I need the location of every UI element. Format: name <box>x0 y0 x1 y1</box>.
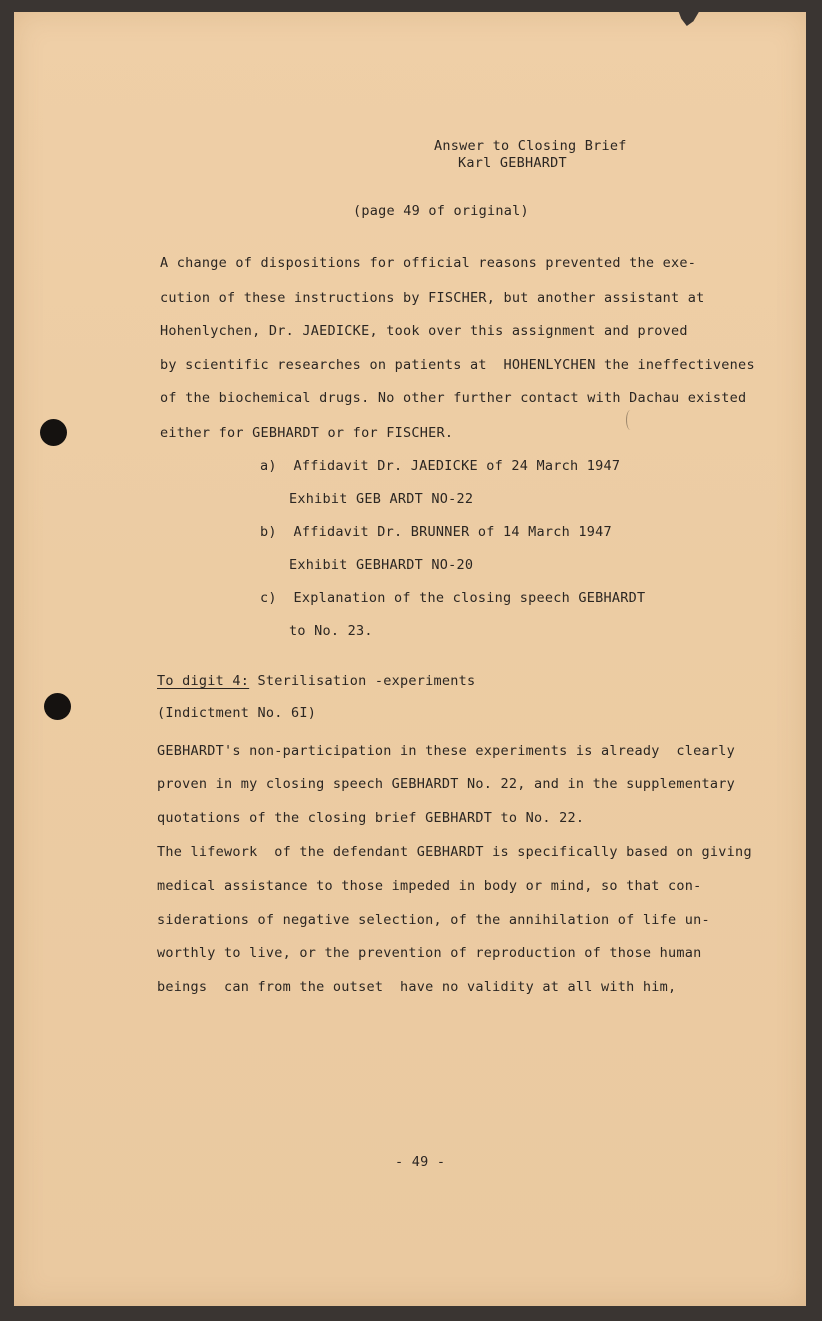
exhibit-b-reference: Exhibit GEBHARDT NO-20 <box>289 557 474 573</box>
paragraph1-line: of the biochemical drugs. No other further contact with Dachau existed <box>160 390 747 406</box>
pencil-mark <box>626 410 635 430</box>
paragraph2-line: proven in my closing speech GEBHARDT No. 22, and in the supplementary <box>157 776 736 792</box>
header-defendant: Karl GEBHARDT <box>458 155 567 171</box>
page-number: - 49 - <box>395 1154 446 1170</box>
document-page <box>14 12 806 1306</box>
exhibit-b-title: b) Affidavit Dr. BRUNNER of 14 March 1947 <box>260 524 612 540</box>
exhibit-c-title: c) Explanation of the closing speech GEBHARDT <box>260 590 646 606</box>
indictment-reference: (Indictment No. 6I) <box>157 705 317 721</box>
section-heading <box>157 672 475 690</box>
header-title: Answer to Closing Brief <box>434 138 627 154</box>
paragraph1-line: by scientific researches on patients at HOHENLYCHEN the ineffectivenes <box>160 357 755 373</box>
paragraph1-line: A change of dispositions for official reasons prevented the exe- <box>160 255 697 271</box>
paragraph1-line: Hohenlychen, Dr. JAEDICKE, took over this assignment and proved <box>160 323 688 339</box>
paragraph2-line: quotations of the closing brief GEBHARDT to No. 22. <box>157 810 585 826</box>
paragraph3-line: The lifework of the defendant GEBHARDT is specifically based on giving <box>157 844 752 860</box>
exhibit-a-reference: Exhibit GEB ARDT NO-22 <box>289 491 474 507</box>
paragraph3-line: worthly to live, or the prevention of reproduction of those human <box>157 945 702 961</box>
paragraph3-line: beings can from the outset have no validity at all with him, <box>157 979 677 995</box>
torn-corner <box>678 10 700 26</box>
paragraph1-line: either for GEBHARDT or for FISCHER. <box>160 425 454 441</box>
section-digit-label: To digit 4: <box>157 673 250 689</box>
paragraph2-line: GEBHARDT's non-participation in these experiments is already clearly <box>157 743 736 759</box>
paragraph3-line: siderations of negative selection, of the annihilation of life un- <box>157 912 710 928</box>
paragraph3-line: medical assistance to those impeded in body or mind, so that con- <box>157 878 702 894</box>
section-title: Sterilisation -experiments <box>249 673 476 689</box>
paragraph1-line: cution of these instructions by FISCHER, but another assistant at <box>160 290 705 306</box>
punch-hole-lower <box>44 693 71 720</box>
punch-hole-upper <box>40 419 67 446</box>
original-page-reference: (page 49 of original) <box>353 203 529 219</box>
exhibit-c-reference: to No. 23. <box>289 623 373 639</box>
exhibit-a-title: a) Affidavit Dr. JAEDICKE of 24 March 1947 <box>260 458 621 474</box>
